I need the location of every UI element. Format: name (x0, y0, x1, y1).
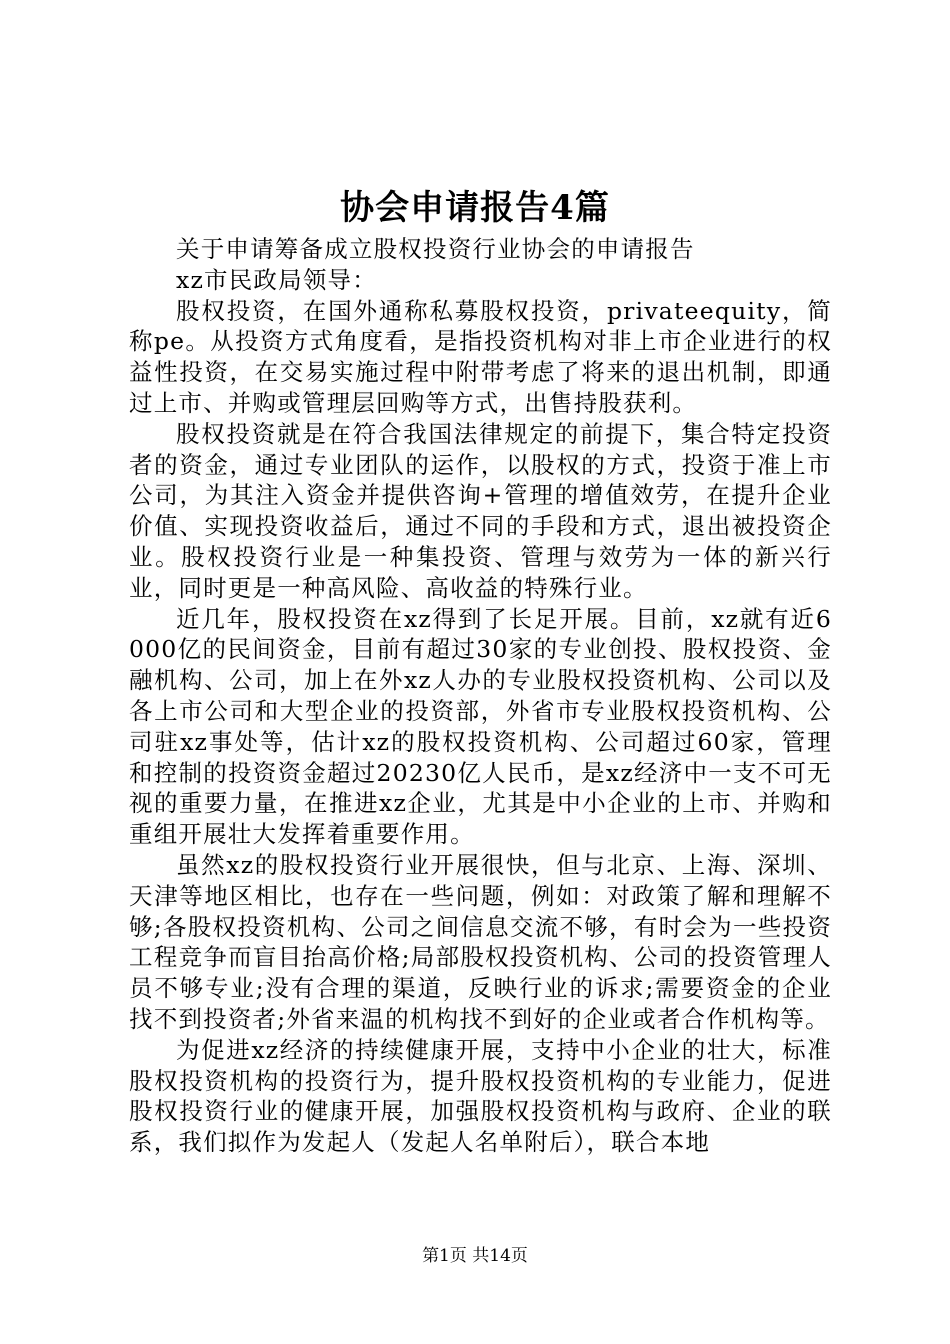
paragraph-subject: 关于申请筹备成立股权投资行业协会的申请报告 (176, 235, 695, 263)
document-title: 协会申请报告4篇 (340, 188, 610, 228)
paragraph: 股权投资就是在符合我国法律规定的前提下，集合特定投资者的资金，通过专业团队的运作，以股权的方式，投资于准上市公司，为其注入资金并提供咨询+管理的增值效劳，在提升企业价值、实现投资收益后，通过不同的手段和方式，退出被投资企业。股权投资行业是一种集投资、管理与效劳为一体的新兴行业，同时更是一种高风险、高收益的特殊行业。 (129, 419, 832, 602)
paragraph-salutation: xz市民政局领导： (176, 265, 377, 294)
paragraph: 为促进xz经济的持续健康开展，支持中小企业的壮大，标准股权投资机构的投资行为，提升股权投资机构的专业能力，促进股权投资行业的健康开展，加强股权投资机构与政府、企业的联系，我们拟作为发起人（发起人名单附后），联合本地 (129, 1035, 832, 1157)
paragraph: 股权投资，在国外通称私募股权投资，privateequity，简称pe。从投资方式角度看，是指投资机构对非上市企业进行的权益性投资，在交易实施过程中附带考虑了将来的退出机制，即通过上市、并购或管理层回购等方式，出售持股获利。 (129, 296, 832, 417)
document-body (129, 234, 832, 1158)
paragraph: 近几年，股权投资在xz得到了长足开展。目前，xz就有近6000亿的民间资金，目前有超过30家的专业创投、股权投资、金融机构、公司，加上在外xz人办的专业股权投资机构、公司以及各上市公司和大型企业的投资部，外省市专业股权投资机构、公司驻xz事处等，估计xz的股权投资机构、公司超过60家，管理和控制的投资资金超过20230亿人民币，是xz经济中一支不可无视的重要力量，在推进xz企业，尤其是中小企业的上市、并购和重组开展壮大发挥着重要作用。 (129, 604, 832, 849)
paragraph: 虽然xz的股权投资行业开展很快，但与北京、上海、深圳、天津等地区相比，也存在一些问题，例如：对政策了解和理解不够;各股权投资机构、公司之间信息交流不够，有时会为一些投资工程竞争而盲目抬高价格;局部股权投资机构、公司的投资管理人员不够专业;没有合理的渠道，反映行业的诉求;需要资金的企业找不到投资者;外省来温的机构找不到好的企业或者合作机构等。 (129, 850, 832, 1033)
page-number-footer: 第1页 共14页 (422, 1246, 528, 1266)
